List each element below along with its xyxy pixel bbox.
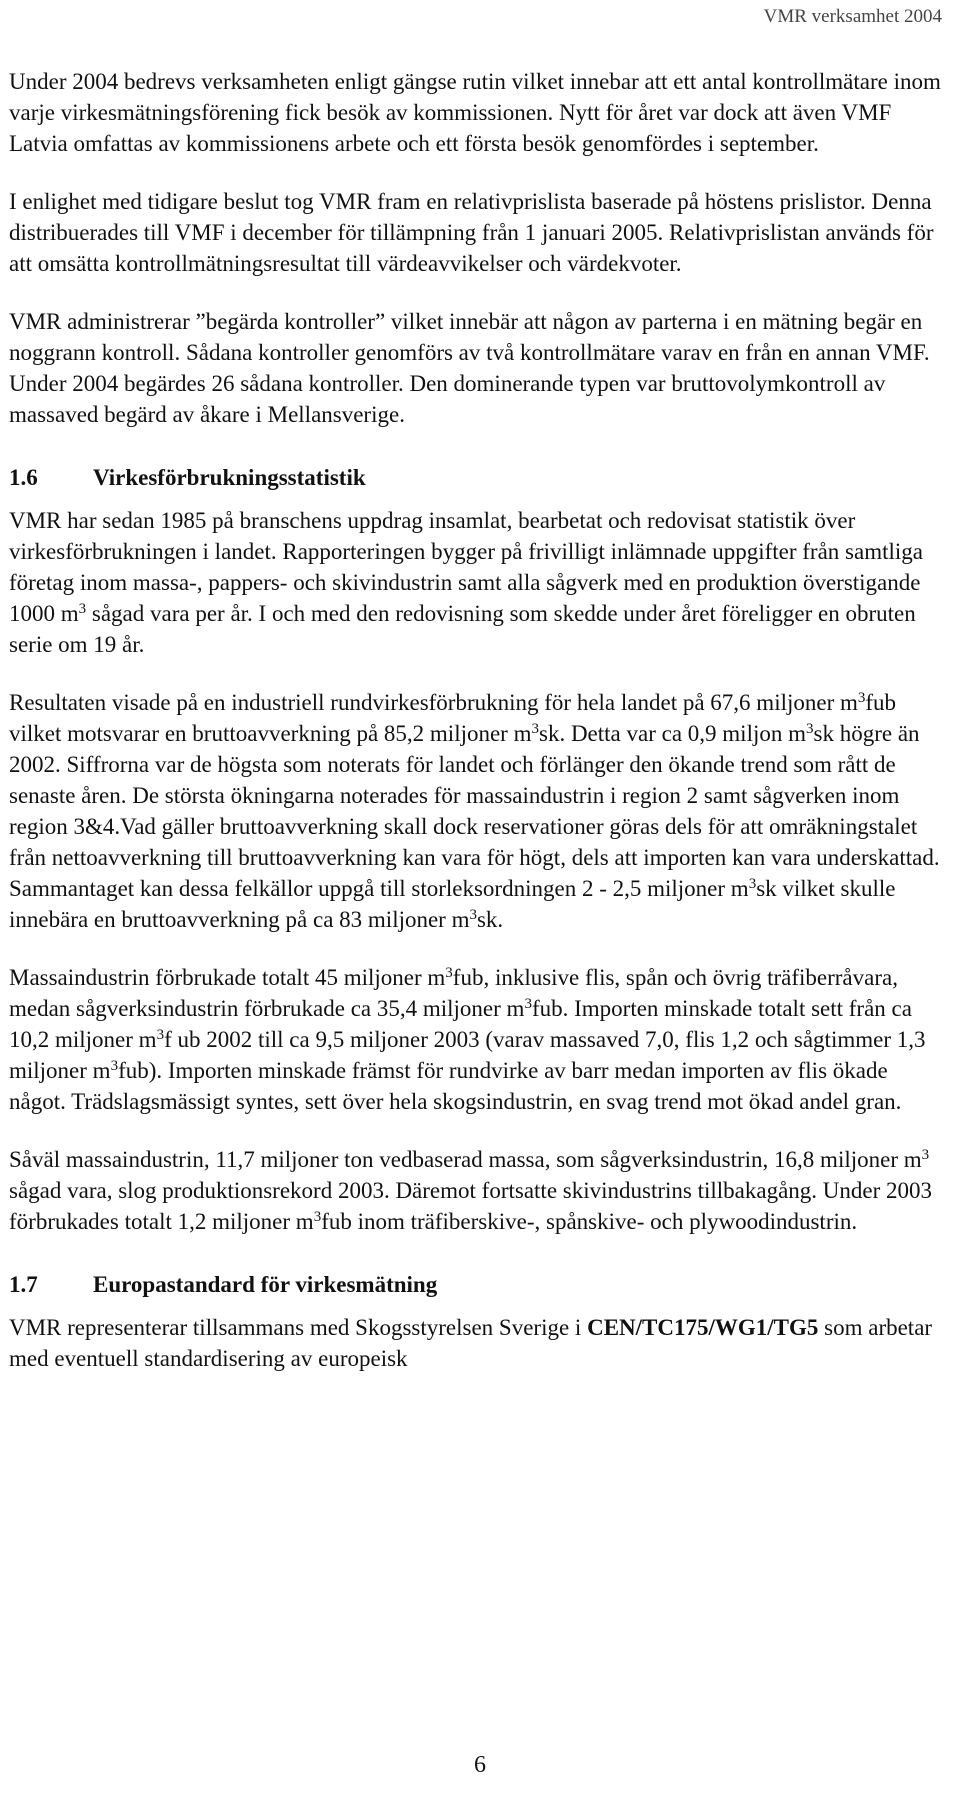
section-heading-1-7	[9, 1269, 949, 1300]
paragraph-massaindustrin: Massaindustrin förbrukade totalt 45 miljoner $m^3fub$, inklusive flis, spån och övrig träfiberråvara, medan sågverksindustrin förbrukade ca 35,4 miljoner $m^3fub$. Importen minskade totalt sett från ca 10,2 miljoner $m^3f$ ub 2002 till ca 9,5 miljoner 2003 (varav massaved 7,0, flis 1,2 och sågtimmer 1,3 miljoner $m^3fub$). Importen minskade främst för rundvirke av barr medan importen av flis ökade något. Trädslagsmässigt syntes, sett över hela skogsindustrin, en svag trend mot ökad andel gran.	[9, 965, 926, 1114]
running-header: VMR verksamhet 2004	[763, 6, 942, 27]
paragraph-statistik-intro: VMR har sedan 1985 på branschens uppdrag insamlat, bearbetat och redovisat statistik över virkesförbrukningen i landet. Rapporteringen bygger på frivilligt inlämnade uppgifter från samtliga företag inom massa-, pappers- och skivindustrin samt alla sågverk med en produktion överstigande 1000 $m^3$ sågad vara per år. I och med den redovisning som skedde under året föreligger en obruten serie om 19 år.	[9, 508, 923, 657]
page-number: 6	[474, 1752, 486, 1778]
paragraph-begarda-kontroller: VMR administrerar ”begärda kontroller” vilket innebär att någon av parterna i en mätning begär en noggrann kontroll. Sådana kontroller genomförs av två kontrollmätare varav en från en annan VMF. Under 2004 begärdes 26 sådana kontroller. Den dominerande typen var bruttovolymkontroll av massaved begärd av åkare i Mellansverige.	[9, 309, 930, 427]
standard-code: CEN/TC175/WG1/TG5	[587, 1315, 819, 1340]
section-title: Europastandard för virkesmätning	[93, 1272, 438, 1297]
document-body	[9, 66, 949, 1401]
section-heading-1-6	[9, 462, 949, 493]
section-number: 1.7	[9, 1272, 38, 1297]
section-number: 1.6	[9, 465, 38, 490]
paragraph-relativprislista: I enlighet med tidigare beslut tog VMR fram en relativprislista baserade på höstens prislistor. Denna distribuerades till VMF i december för tillämpning från 1 januari 2005. Relativprislistan används för att omsätta kontrollmätningsresultat till värdeavvikelser och värdekvoter.	[9, 189, 934, 276]
paragraph-produktionsrekord: Såväl massaindustrin, 11,7 miljoner ton vedbaserad massa, som sågverksindustrin, 16,8 miljoner $m^3$ sågad vara, slog produktionsrekord 2003. Däremot fortsatte skivindustrins tillbakagång. Under 2003 förbrukades totalt 1,2 miljoner $m^3fub$ inom träfiberskive-, spånskive- och plywoodindustrin.	[9, 1147, 933, 1234]
paragraph-kommission: Under 2004 bedrevs verksamheten enligt gängse rutin vilket innebar att ett antal kontrollmätare inom varje virkesmätningsförening fick besök av kommissionen. Nytt för året var dock att även VMF Latvia omfattas av kommissionens arbete och ett första besök genomfördes i september.	[9, 69, 941, 156]
paragraph-europastandard: VMR representerar tillsammans med Skogsstyrelsen Sverige i CEN/TC175/WG1/TG5 som arbetar med eventuell standardisering av europeisk	[9, 1315, 933, 1371]
section-title: Virkesförbrukningsstatistik	[93, 465, 366, 490]
paragraph-resultat: Resultaten visade på en industriell rundvirkesförbrukning för hela landet på 67,6 miljoner $m^3fub$ vilket motsvarar en bruttoavverkning på 85,2 miljoner $m^3sk$. Detta var ca 0,9 miljon $m^3sk$ högre än 2002. Siffrorna var de högsta som noterats för landet och förlänger den ökande trend som rått de senaste åren. De största ökningarna noterades för massaindustrin i region 2 samt sågverken inom region 3&4.Vad gäller bruttoavverkning skall dock reservationer göras dels för att omräkningstalet från nettoavverkning till bruttoavverkning kan vara för högt, dels att importen kan vara underskattad. Sammantaget kan dessa felkällor uppgå till storleksordningen 2 - 2,5 miljoner $m^3sk$ vilket skulle innebära en bruttoavverkning på ca 83 miljoner $m^3sk$.	[9, 690, 940, 932]
